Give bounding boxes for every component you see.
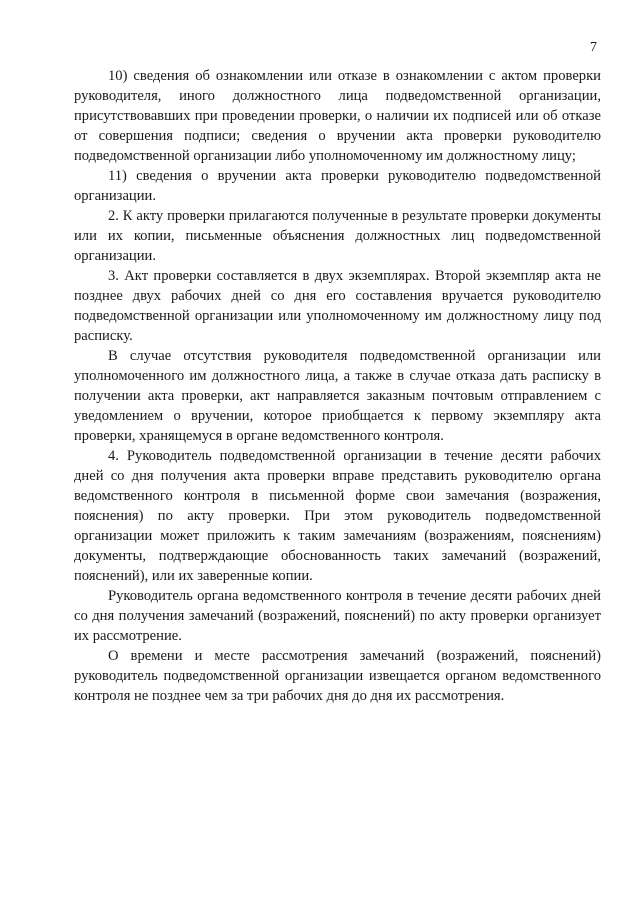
paragraph-review-organization: Руководитель органа ведомственного контроля в течение десяти рабочих дней со дня получения замечаний (возражений, пояснений) по акту проверки организует их рассмотрение. <box>74 588 601 644</box>
paragraph-notification: О времени и месте рассмотрения замечаний (возражений, пояснений) руководитель подведомственной организации извещается органом ведомственного контроля не позднее чем за три рабочих дня до дня их рассмотрения. <box>74 648 601 704</box>
page-number: 7 <box>590 40 597 55</box>
paragraph-clause-3: 3. Акт проверки составляется в двух экземплярах. Второй экземпляр акта не позднее двух рабочих дней со дня его составления вручается руководителю подведомственной организации или уполномоченному им должностному лицу под расписку. <box>74 268 601 344</box>
paragraph-clause-2: 2. К акту проверки прилагаются полученные в результате проверки документы или их копии, письменные объяснения должностных лиц подведомственной организации. <box>74 208 601 264</box>
paragraph-item-10: 10) сведения об ознакомлении или отказе в ознакомлении с актом проверки руководителя, иного должностного лица подведомственной организации, присутствовавших при проведении проверки, о наличии их подписей или об отказе от совершения подписи; сведения о вручении акта проверки руководителю подведомственной организации либо уполномоченному им должностному лицу; <box>74 68 601 164</box>
paragraph-absence-case: В случае отсутствия руководителя подведомственной организации или уполномоченного им должностного лица, а также в случае отказа дать расписку в получении акта проверки, акт направляется заказным почтовым отправлением с уведомлением о вручении, которое приобщается к первому экземпляру акта проверки, хранящемуся в органе ведомственного контроля. <box>74 348 601 444</box>
paragraph-item-11: 11) сведения о вручении акта проверки руководителю подведомственной организации. <box>74 168 601 204</box>
paragraph-clause-4: 4. Руководитель подведомственной организации в течение десяти рабочих дней со дня получения акта проверки вправе представить руководителю органа ведомственного контроля в письменной форме свои замечания (возражения, пояснения) по акту проверки. При этом руководитель подведомственной организации может приложить к таким замечаниям (возражениям, пояснениям) документы, подтверждающие обоснованность таких замечаний (возражений, пояснений), или их заверенные копии. <box>74 448 601 584</box>
document-body <box>74 66 601 706</box>
